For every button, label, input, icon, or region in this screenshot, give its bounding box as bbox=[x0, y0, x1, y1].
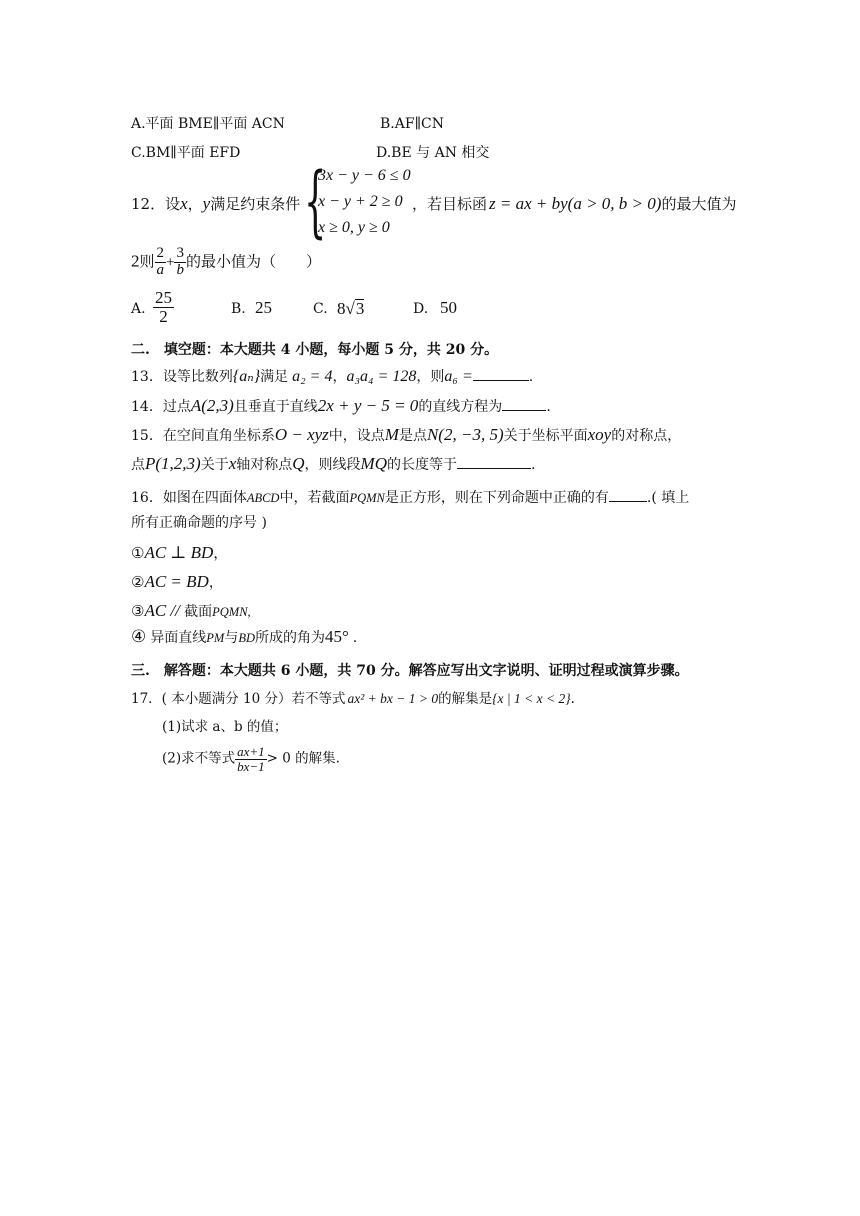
q12-max-text: 的最大值为 bbox=[661, 195, 737, 213]
q13-comma: ， bbox=[332, 369, 347, 385]
q16-item-3-mark: ③ bbox=[131, 602, 145, 620]
q12-option-d-value: 50 bbox=[440, 298, 457, 317]
q15-l2-text-3: ，则线段 bbox=[304, 457, 361, 473]
q12-fraction-2-den: b bbox=[176, 261, 184, 278]
q15-end: . bbox=[531, 457, 536, 473]
q16-text-c: 是正方形，则在下列命题中正确的有 bbox=[384, 490, 609, 506]
q12-min-text: 的最小值为（ ） bbox=[185, 252, 321, 271]
q17-solution-set: {x | 1 < x < 2} bbox=[492, 691, 571, 706]
q12-lead: 12．设 bbox=[131, 195, 181, 213]
q15-point-n: N(2, −3, 5) bbox=[426, 425, 504, 444]
q15-text-3: 关于坐标平面 bbox=[503, 428, 588, 444]
question-16-line-1 bbox=[131, 489, 689, 505]
q12-option-a-den: 2 bbox=[159, 306, 168, 326]
q15-answer-blank[interactable] bbox=[457, 456, 531, 469]
q12-fraction-1-num: 2 bbox=[156, 245, 165, 261]
q13-eq-1: a₂ = 4 bbox=[292, 368, 333, 385]
question-14 bbox=[131, 397, 551, 414]
q17-part-2-fraction bbox=[235, 745, 267, 773]
q16-item-2 bbox=[131, 573, 223, 590]
q16-pqmn: PQMN bbox=[349, 491, 385, 505]
q15-plane: xoy bbox=[587, 425, 612, 444]
q13-eq-2: a₃a₄ = 128 bbox=[346, 368, 417, 385]
q16-item-4-angle: 45° bbox=[324, 627, 349, 646]
q12-condition: (a > 0, b > 0) bbox=[567, 194, 662, 213]
q15-lead: 15．在空间直角坐标系 bbox=[131, 428, 275, 444]
q12-option-c-coef: 8 bbox=[337, 299, 346, 318]
q12-plus: + bbox=[166, 254, 175, 271]
q14-end: . bbox=[546, 399, 551, 415]
q17-part-2-num: ax+1 bbox=[237, 744, 265, 759]
q16-text-b: 中，若截面 bbox=[279, 490, 350, 506]
q12-option-c-radicand: 3 bbox=[355, 299, 365, 318]
q16-item-3-pqmn: PQMN, bbox=[212, 605, 251, 619]
q16-item-1 bbox=[131, 544, 227, 561]
q11-option-c: C.BM∥平面 EFD bbox=[131, 145, 241, 161]
q12-fraction-2 bbox=[174, 246, 186, 279]
question-15-line-2 bbox=[131, 455, 535, 472]
question-13 bbox=[131, 368, 533, 385]
q12-option-a-value bbox=[153, 289, 174, 326]
q16-item-4-bd: BD bbox=[238, 631, 255, 645]
q17-end: . bbox=[570, 691, 575, 707]
q12-constraint-1: 3x − y − 6 ≤ 0 bbox=[318, 167, 411, 184]
q12-brace-icon: { bbox=[304, 157, 327, 247]
q12-option-b-label: B. bbox=[231, 301, 246, 317]
q14-line: 2x + y − 5 = 0 bbox=[317, 396, 419, 415]
section-2-heading: 二. 填空题：本大题共 4 小题，每小题 5 分，共 20 分。 bbox=[131, 342, 499, 358]
q17-part-1: (1)试求 a、b 的值； bbox=[162, 719, 288, 735]
q16-item-3 bbox=[131, 602, 251, 619]
q12-fraction-1 bbox=[155, 246, 167, 279]
q16-text-a: 16．如图在四面体 bbox=[131, 490, 247, 506]
q16-item-2-mark: ② bbox=[131, 573, 145, 591]
question-15-line-1 bbox=[131, 426, 681, 443]
q11-option-a: A.平面 BME∥平面 ACN bbox=[131, 116, 285, 132]
q14-text-1: 且垂直于直线 bbox=[233, 399, 318, 415]
q15-l2-text-2: 轴对称点 bbox=[236, 457, 293, 473]
q16-item-4 bbox=[131, 628, 357, 646]
q15-axis: x bbox=[228, 454, 237, 473]
q17-part-2-lead: (2)求不等式 bbox=[162, 750, 236, 767]
q16-item-2-end: ， bbox=[208, 575, 223, 591]
q11-option-b: B.AF∥CN bbox=[380, 116, 444, 132]
q14-answer-blank[interactable] bbox=[502, 398, 546, 411]
q13-answer-blank[interactable] bbox=[473, 368, 529, 381]
q14-point: A(2,3) bbox=[190, 396, 234, 415]
q14-text-2: 的直线方程为 bbox=[418, 399, 503, 415]
section-3-heading: 三. 解答题：本大题共 6 小题，共 70 分。解答应写出文字说明、证明过程或演算步骤。 bbox=[131, 663, 689, 679]
q12-then: 则 bbox=[139, 252, 155, 271]
q17-lead: 17．( 本小题满分 10 分）若不等式 bbox=[131, 691, 346, 707]
q15-segment: MQ bbox=[360, 454, 387, 473]
question-16-line-2: 所有正确命题的序号 ) bbox=[131, 515, 267, 531]
q17-part-2-tail: > 0 的解集. bbox=[266, 750, 340, 767]
q16-item-3-text: 截面 bbox=[184, 604, 213, 620]
q12-stem-end bbox=[412, 195, 736, 212]
q13-end: . bbox=[528, 369, 534, 385]
q13-lead: 13．设等比数列 bbox=[131, 369, 233, 385]
q12-constraint-text: 满足约束条件 bbox=[210, 195, 301, 213]
q15-point-p: P(1,2,3) bbox=[145, 454, 201, 473]
q17-inequality: ax² + bx − 1 > 0 bbox=[347, 691, 439, 706]
q15-system: O − xyz bbox=[274, 425, 329, 444]
q16-answer-blank[interactable] bbox=[609, 489, 647, 502]
q12-constraint-3: x ≥ 0, y ≥ 0 bbox=[318, 219, 390, 236]
q12-option-a-label: A. bbox=[131, 301, 146, 317]
q12-fraction-1-den: a bbox=[156, 261, 165, 278]
q12-option-d-label: D. bbox=[413, 301, 429, 317]
q12-option-c-value bbox=[337, 299, 364, 317]
q12-fraction-2-num: 3 bbox=[176, 245, 184, 261]
q14-lead: 14．过点 bbox=[131, 399, 191, 415]
q12-two: 2 bbox=[131, 251, 140, 271]
q15-point-m: M bbox=[384, 425, 399, 444]
q16-item-4-text-1: 异面直线 bbox=[150, 630, 207, 646]
q16-item-1-mark: ① bbox=[131, 544, 145, 562]
q12-var-x: x bbox=[180, 194, 188, 213]
q16-item-4-mark: ④ bbox=[131, 627, 147, 647]
q17-text-1: 的解集是 bbox=[438, 691, 493, 707]
q12-option-b-value: 25 bbox=[255, 298, 272, 317]
q13-ask: a₆ = bbox=[444, 368, 473, 385]
q13-text-2: ，则 bbox=[416, 369, 445, 385]
q12-constraint-2: x − y + 2 ≥ 0 bbox=[318, 193, 403, 210]
q15-l2-text-1: 关于 bbox=[200, 457, 229, 473]
q16-item-2-expr: AC = BD bbox=[144, 572, 209, 591]
q12-objective: z = ax + by bbox=[489, 194, 568, 213]
q12-comma: ， bbox=[187, 195, 203, 213]
q16-item-4-pm: PM bbox=[206, 631, 225, 645]
q15-text-2: 是点 bbox=[398, 428, 427, 444]
q13-text-1: 满足 bbox=[260, 369, 289, 385]
q15-l2-lead: 点 bbox=[131, 457, 145, 473]
q15-l2-text-4: 的长度等于 bbox=[387, 457, 457, 473]
q16-item-1-expr: AC ⊥ BD bbox=[144, 543, 214, 562]
q11-option-d: D.BE 与 AN 相交 bbox=[376, 145, 490, 161]
q15-text-4: 的对称点， bbox=[611, 428, 682, 444]
q12-target-text: ，若目标函 bbox=[412, 195, 488, 213]
q16-item-4-end: . bbox=[352, 630, 358, 646]
q12-line-2 bbox=[131, 246, 321, 279]
q17-part-2 bbox=[162, 745, 340, 773]
q16-item-4-text-2: 与 bbox=[224, 630, 239, 646]
q13-sequence: {aₙ} bbox=[232, 368, 261, 385]
q16-abcd: ABCD bbox=[246, 491, 280, 505]
q16-item-1-end: ， bbox=[213, 546, 228, 562]
q17-part-2-den: bx−1 bbox=[237, 758, 265, 774]
q12-option-c-label: C. bbox=[313, 301, 328, 317]
q12-stem-start bbox=[131, 195, 300, 212]
q15-point-q: Q bbox=[292, 454, 305, 473]
q16-text-d: .( 填上 bbox=[646, 490, 690, 506]
q15-text-1: 中，设点 bbox=[328, 428, 385, 444]
q12-option-a-num: 25 bbox=[155, 288, 172, 307]
q16-item-4-text-3: 所成的角为 bbox=[254, 630, 325, 646]
q16-item-3-expr: AC // bbox=[144, 601, 185, 620]
q12-var-y: y bbox=[202, 194, 211, 213]
question-17 bbox=[131, 692, 575, 707]
sqrt-icon: √ bbox=[345, 299, 355, 318]
